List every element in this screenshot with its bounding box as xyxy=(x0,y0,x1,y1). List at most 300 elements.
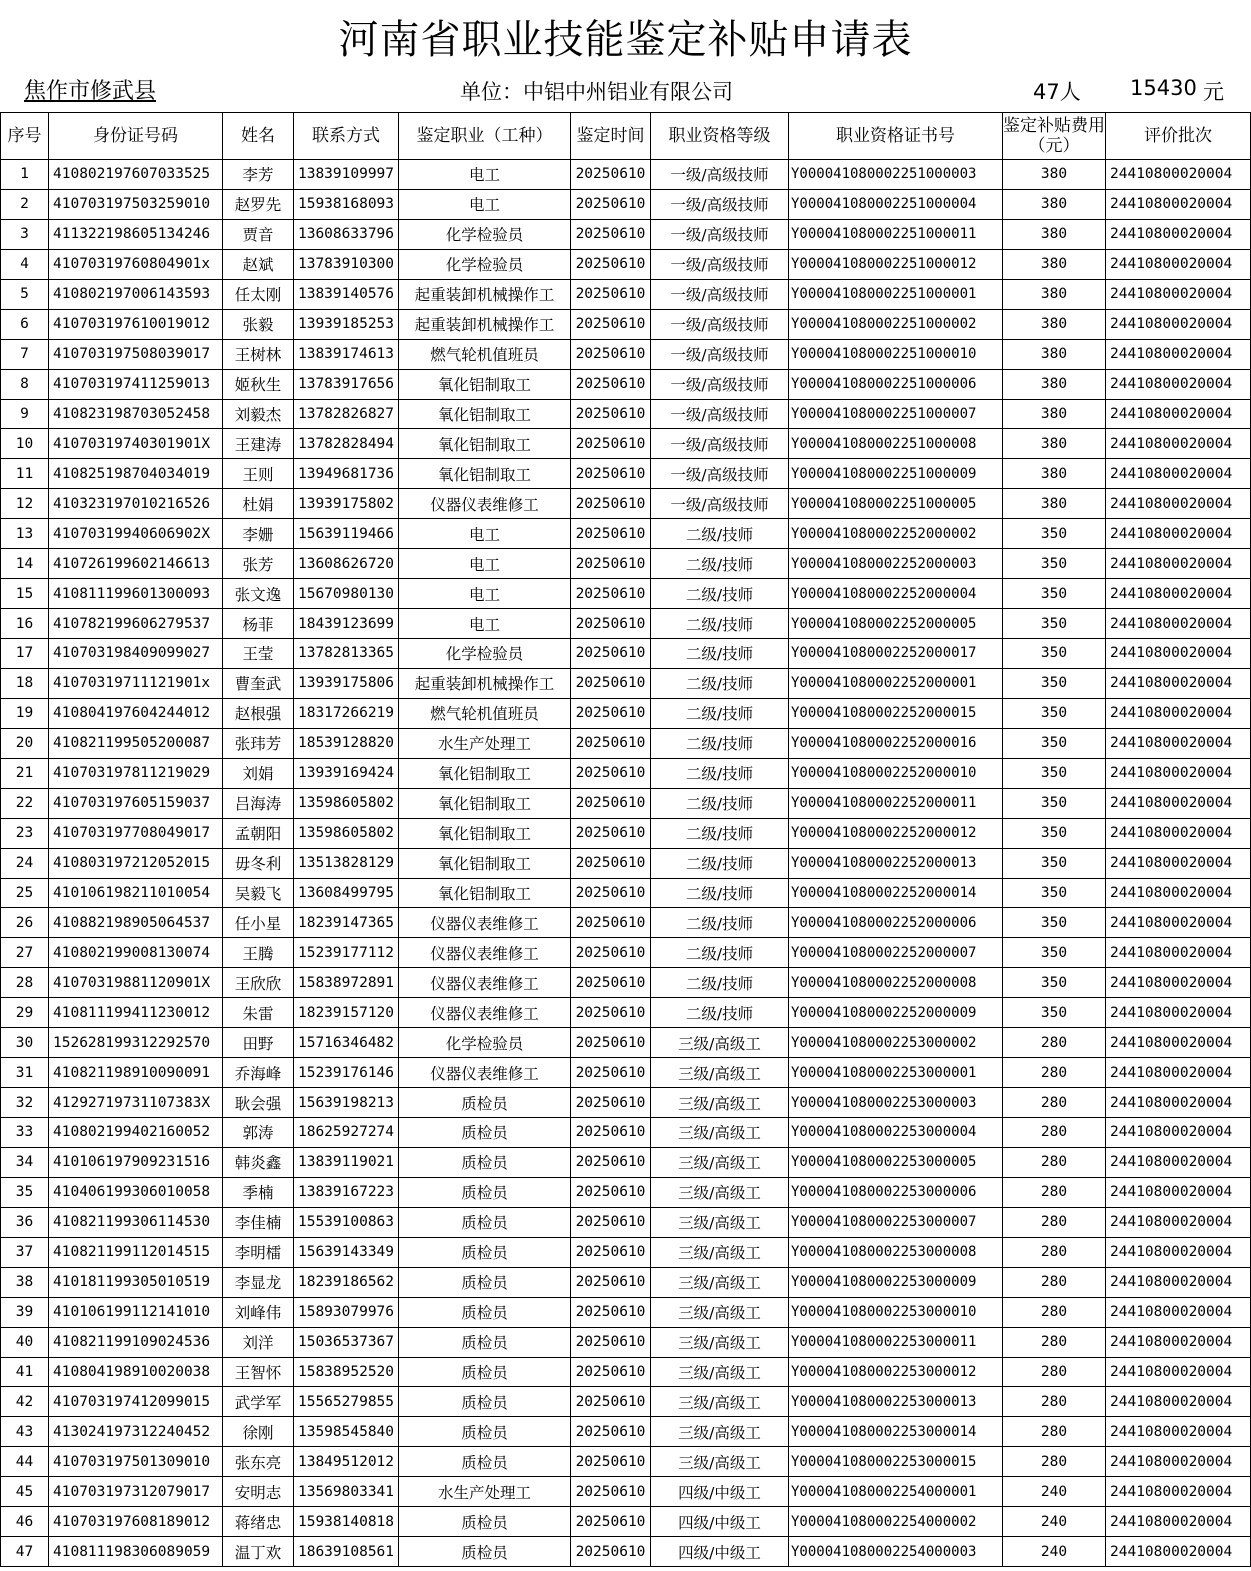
qualification-level: 二级/技师 xyxy=(651,968,789,998)
evaluation-batch: 24410800020004 xyxy=(1106,369,1251,399)
occupation: 化学检验员 xyxy=(399,219,571,249)
row-number: 19 xyxy=(1,698,49,728)
table-row xyxy=(1,938,1251,968)
qualification-level: 三级/高级工 xyxy=(651,1267,789,1297)
row-number: 37 xyxy=(1,1237,49,1267)
row-number: 38 xyxy=(1,1267,49,1297)
table-row xyxy=(1,1447,1251,1477)
subsidy-amount: 350 xyxy=(1003,908,1106,938)
evaluation-batch: 24410800020004 xyxy=(1106,1028,1251,1058)
evaluation-batch: 24410800020004 xyxy=(1106,1357,1251,1387)
person-name: 任太刚 xyxy=(223,279,294,309)
exam-date: 20250610 xyxy=(571,1147,651,1177)
phone: 13939175806 xyxy=(294,668,399,698)
phone: 13598605802 xyxy=(294,788,399,818)
row-number: 2 xyxy=(1,189,49,219)
subsidy-amount: 350 xyxy=(1003,998,1106,1028)
subsidy-amount: 380 xyxy=(1003,429,1106,459)
table-row xyxy=(1,519,1251,549)
certificate-number: Y000041080002253000015 xyxy=(789,1447,1003,1477)
occupation: 仪器仪表维修工 xyxy=(399,968,571,998)
evaluation-batch: 24410800020004 xyxy=(1106,399,1251,429)
total-unit: 元 xyxy=(1203,80,1224,104)
id-number: 410825198704034019 xyxy=(49,459,223,489)
certificate-number: Y000041080002252000002 xyxy=(789,519,1003,549)
table-row xyxy=(1,309,1251,339)
subsidy-amount: 350 xyxy=(1003,698,1106,728)
id-number: 410811198306089059 xyxy=(49,1537,223,1567)
col-header: 姓名 xyxy=(223,113,294,160)
exam-date: 20250610 xyxy=(571,1477,651,1507)
id-number: 410703197411259013 xyxy=(49,369,223,399)
row-number: 23 xyxy=(1,818,49,848)
occupation: 起重装卸机械操作工 xyxy=(399,668,571,698)
subsidy-amount: 380 xyxy=(1003,459,1106,489)
table-row xyxy=(1,908,1251,938)
row-number: 17 xyxy=(1,639,49,669)
table-row xyxy=(1,1537,1251,1567)
person-name: 吕海涛 xyxy=(223,788,294,818)
occupation: 水生产处理工 xyxy=(399,728,571,758)
row-number: 41 xyxy=(1,1357,49,1387)
table-row xyxy=(1,1297,1251,1327)
col-header: 身份证号码 xyxy=(49,113,223,160)
id-number: 410821198910090091 xyxy=(49,1058,223,1088)
evaluation-batch: 24410800020004 xyxy=(1106,609,1251,639)
evaluation-batch: 24410800020004 xyxy=(1106,519,1251,549)
certificate-number: Y000041080002254000002 xyxy=(789,1507,1003,1537)
phone: 18439123699 xyxy=(294,609,399,639)
certificate-number: Y000041080002252000016 xyxy=(789,728,1003,758)
phone: 13839167223 xyxy=(294,1177,399,1207)
certificate-number: Y000041080002251000010 xyxy=(789,339,1003,369)
occupation: 仪器仪表维修工 xyxy=(399,1058,571,1088)
phone: 13598605802 xyxy=(294,818,399,848)
exam-date: 20250610 xyxy=(571,668,651,698)
qualification-level: 一级/高级技师 xyxy=(651,489,789,519)
qualification-level: 一级/高级技师 xyxy=(651,399,789,429)
col-header: 职业资格证书号 xyxy=(789,113,1003,160)
evaluation-batch: 24410800020004 xyxy=(1106,968,1251,998)
table-row xyxy=(1,668,1251,698)
certificate-number: Y000041080002252000010 xyxy=(789,758,1003,788)
person-name: 李姗 xyxy=(223,519,294,549)
person-name: 孟朝阳 xyxy=(223,818,294,848)
row-number: 14 xyxy=(1,549,49,579)
qualification-level: 一级/高级技师 xyxy=(651,429,789,459)
qualification-level: 二级/技师 xyxy=(651,938,789,968)
evaluation-batch: 24410800020004 xyxy=(1106,698,1251,728)
qualification-level: 三级/高级工 xyxy=(651,1387,789,1417)
id-number: 410703197508039017 xyxy=(49,339,223,369)
exam-date: 20250610 xyxy=(571,788,651,818)
certificate-number: Y000041080002253000010 xyxy=(789,1297,1003,1327)
subsidy-amount: 380 xyxy=(1003,489,1106,519)
certificate-number: Y000041080002251000005 xyxy=(789,489,1003,519)
occupation: 质检员 xyxy=(399,1088,571,1118)
id-number: 410703197605159037 xyxy=(49,788,223,818)
evaluation-batch: 24410800020004 xyxy=(1106,1118,1251,1148)
person-name: 温丁欢 xyxy=(223,1537,294,1567)
table-row xyxy=(1,579,1251,609)
phone: 13513828129 xyxy=(294,848,399,878)
row-number: 28 xyxy=(1,968,49,998)
phone: 15639198213 xyxy=(294,1088,399,1118)
person-name: 李芳 xyxy=(223,160,294,190)
qualification-level: 二级/技师 xyxy=(651,609,789,639)
table-row xyxy=(1,1118,1251,1148)
person-name: 张东亮 xyxy=(223,1447,294,1477)
certificate-number: Y000041080002251000011 xyxy=(789,219,1003,249)
certificate-number: Y000041080002251000001 xyxy=(789,279,1003,309)
id-number: 410804198910020038 xyxy=(49,1357,223,1387)
exam-date: 20250610 xyxy=(571,249,651,279)
row-number: 26 xyxy=(1,908,49,938)
person-name: 吴毅飞 xyxy=(223,878,294,908)
table-row xyxy=(1,1417,1251,1447)
evaluation-batch: 24410800020004 xyxy=(1106,788,1251,818)
unit-label: 单位：中铝中州铝业有限公司 xyxy=(460,80,733,104)
evaluation-batch: 24410800020004 xyxy=(1106,1507,1251,1537)
subsidy-amount: 280 xyxy=(1003,1237,1106,1267)
occupation: 质检员 xyxy=(399,1327,571,1357)
qualification-level: 二级/技师 xyxy=(651,998,789,1028)
exam-date: 20250610 xyxy=(571,609,651,639)
phone: 13839109997 xyxy=(294,160,399,190)
person-name: 王莹 xyxy=(223,639,294,669)
evaluation-batch: 24410800020004 xyxy=(1106,758,1251,788)
col-header: 鉴定职业（工种） xyxy=(399,113,571,160)
phone: 18625927274 xyxy=(294,1118,399,1148)
id-number: 410703197811219029 xyxy=(49,758,223,788)
exam-date: 20250610 xyxy=(571,938,651,968)
row-number: 16 xyxy=(1,609,49,639)
evaluation-batch: 24410800020004 xyxy=(1106,1088,1251,1118)
occupation: 仪器仪表维修工 xyxy=(399,908,571,938)
row-number: 32 xyxy=(1,1088,49,1118)
person-name: 耿会强 xyxy=(223,1088,294,1118)
occupation: 氧化铝制取工 xyxy=(399,878,571,908)
id-number: 410811199411230012 xyxy=(49,998,223,1028)
table-row xyxy=(1,1267,1251,1297)
person-name: 武学军 xyxy=(223,1387,294,1417)
row-number: 3 xyxy=(1,219,49,249)
phone: 13608499795 xyxy=(294,878,399,908)
exam-date: 20250610 xyxy=(571,1237,651,1267)
row-number: 24 xyxy=(1,848,49,878)
qualification-level: 一级/高级技师 xyxy=(651,339,789,369)
row-number: 33 xyxy=(1,1118,49,1148)
subsidy-amount: 350 xyxy=(1003,668,1106,698)
certificate-number: Y000041080002254000003 xyxy=(789,1537,1003,1567)
exam-date: 20250610 xyxy=(571,339,651,369)
occupation: 仪器仪表维修工 xyxy=(399,938,571,968)
phone: 15565279855 xyxy=(294,1387,399,1417)
exam-date: 20250610 xyxy=(571,1028,651,1058)
evaluation-batch: 24410800020004 xyxy=(1106,728,1251,758)
certificate-number: Y000041080002252000013 xyxy=(789,848,1003,878)
certificate-number: Y000041080002253000007 xyxy=(789,1207,1003,1237)
phone: 15938140818 xyxy=(294,1507,399,1537)
phone: 13839119021 xyxy=(294,1147,399,1177)
person-name: 刘娟 xyxy=(223,758,294,788)
table-row xyxy=(1,489,1251,519)
certificate-number: Y000041080002252000001 xyxy=(789,668,1003,698)
subsidy-amount: 350 xyxy=(1003,579,1106,609)
certificate-number: Y000041080002251000012 xyxy=(789,249,1003,279)
phone: 18239186562 xyxy=(294,1267,399,1297)
phone: 18239157120 xyxy=(294,998,399,1028)
table-row xyxy=(1,1387,1251,1417)
row-number: 9 xyxy=(1,399,49,429)
exam-date: 20250610 xyxy=(571,1387,651,1417)
id-number: 410703197608189012 xyxy=(49,1507,223,1537)
id-number: 410703198409099027 xyxy=(49,639,223,669)
phone: 13839174613 xyxy=(294,339,399,369)
occupation: 质检员 xyxy=(399,1177,571,1207)
occupation: 质检员 xyxy=(399,1297,571,1327)
certificate-number: Y000041080002251000007 xyxy=(789,399,1003,429)
phone: 18639108561 xyxy=(294,1537,399,1567)
certificate-number: Y000041080002253000009 xyxy=(789,1267,1003,1297)
person-name: 赵根强 xyxy=(223,698,294,728)
occupation: 质检员 xyxy=(399,1118,571,1148)
row-number: 42 xyxy=(1,1387,49,1417)
qualification-level: 三级/高级工 xyxy=(651,1118,789,1148)
table-row xyxy=(1,1207,1251,1237)
id-number: 410804197604244012 xyxy=(49,698,223,728)
occupation: 化学检验员 xyxy=(399,249,571,279)
subsidy-amount: 280 xyxy=(1003,1147,1106,1177)
table-row xyxy=(1,219,1251,249)
qualification-level: 二级/技师 xyxy=(651,549,789,579)
row-number: 43 xyxy=(1,1417,49,1447)
person-name: 韩炎鑫 xyxy=(223,1147,294,1177)
row-number: 25 xyxy=(1,878,49,908)
table-row xyxy=(1,728,1251,758)
phone: 15838952520 xyxy=(294,1357,399,1387)
qualification-level: 二级/技师 xyxy=(651,908,789,938)
subsidy-amount: 380 xyxy=(1003,219,1106,249)
col-header: 鉴定补贴费用（元） xyxy=(1003,113,1106,160)
phone: 18239147365 xyxy=(294,908,399,938)
header-row xyxy=(1,113,1251,160)
qualification-level: 三级/高级工 xyxy=(651,1028,789,1058)
person-name: 张毅 xyxy=(223,309,294,339)
col-header: 序号 xyxy=(1,113,49,160)
table-row xyxy=(1,758,1251,788)
subsidy-amount: 350 xyxy=(1003,639,1106,669)
certificate-number: Y000041080002253000006 xyxy=(789,1177,1003,1207)
subsidy-amount: 380 xyxy=(1003,309,1106,339)
evaluation-batch: 24410800020004 xyxy=(1106,429,1251,459)
exam-date: 20250610 xyxy=(571,429,651,459)
exam-date: 20250610 xyxy=(571,519,651,549)
certificate-number: Y000041080002252000007 xyxy=(789,938,1003,968)
person-name: 刘峰伟 xyxy=(223,1297,294,1327)
table-row xyxy=(1,1357,1251,1387)
subsidy-amount: 280 xyxy=(1003,1088,1106,1118)
exam-date: 20250610 xyxy=(571,878,651,908)
qualification-level: 二级/技师 xyxy=(651,878,789,908)
row-number: 5 xyxy=(1,279,49,309)
certificate-number: Y000041080002251000008 xyxy=(789,429,1003,459)
row-number: 20 xyxy=(1,728,49,758)
person-name: 李佳楠 xyxy=(223,1207,294,1237)
phone: 13783910300 xyxy=(294,249,399,279)
exam-date: 20250610 xyxy=(571,728,651,758)
id-number: 410802197607033525 xyxy=(49,160,223,190)
exam-date: 20250610 xyxy=(571,848,651,878)
id-number: 410726199602146613 xyxy=(49,549,223,579)
table-row xyxy=(1,369,1251,399)
qualification-level: 一级/高级技师 xyxy=(651,189,789,219)
table-row xyxy=(1,399,1251,429)
person-name: 徐刚 xyxy=(223,1417,294,1447)
phone: 18539128820 xyxy=(294,728,399,758)
phone: 13608633796 xyxy=(294,219,399,249)
table-row xyxy=(1,1088,1251,1118)
subsidy-amount: 380 xyxy=(1003,369,1106,399)
subsidy-amount: 380 xyxy=(1003,339,1106,369)
row-number: 12 xyxy=(1,489,49,519)
certificate-number: Y000041080002252000011 xyxy=(789,788,1003,818)
person-name: 张文逸 xyxy=(223,579,294,609)
exam-date: 20250610 xyxy=(571,1177,651,1207)
subsidy-amount: 280 xyxy=(1003,1207,1106,1237)
phone: 15716346482 xyxy=(294,1028,399,1058)
subsidy-amount: 350 xyxy=(1003,609,1106,639)
exam-date: 20250610 xyxy=(571,219,651,249)
person-name: 张芳 xyxy=(223,549,294,579)
occupation: 水生产处理工 xyxy=(399,1477,571,1507)
phone: 15639143349 xyxy=(294,1237,399,1267)
occupation: 电工 xyxy=(399,609,571,639)
evaluation-batch: 24410800020004 xyxy=(1106,549,1251,579)
exam-date: 20250610 xyxy=(571,1207,651,1237)
evaluation-batch: 24410800020004 xyxy=(1106,279,1251,309)
certificate-number: Y000041080002252000009 xyxy=(789,998,1003,1028)
qualification-level: 三级/高级工 xyxy=(651,1147,789,1177)
qualification-level: 二级/技师 xyxy=(651,519,789,549)
qualification-level: 一级/高级技师 xyxy=(651,249,789,279)
phone: 13939175802 xyxy=(294,489,399,519)
occupation: 质检员 xyxy=(399,1417,571,1447)
phone: 13782813365 xyxy=(294,639,399,669)
occupation: 电工 xyxy=(399,549,571,579)
subsidy-amount: 280 xyxy=(1003,1297,1106,1327)
qualification-level: 三级/高级工 xyxy=(651,1177,789,1207)
phone: 13949681736 xyxy=(294,459,399,489)
certificate-number: Y000041080002251000002 xyxy=(789,309,1003,339)
exam-date: 20250610 xyxy=(571,968,651,998)
row-number: 18 xyxy=(1,668,49,698)
certificate-number: Y000041080002252000014 xyxy=(789,878,1003,908)
row-number: 34 xyxy=(1,1147,49,1177)
evaluation-batch: 24410800020004 xyxy=(1106,938,1251,968)
qualification-level: 一级/高级技师 xyxy=(651,279,789,309)
row-number: 40 xyxy=(1,1327,49,1357)
phone: 15670980130 xyxy=(294,579,399,609)
certificate-number: Y000041080002253000014 xyxy=(789,1417,1003,1447)
id-number: 410802199402160052 xyxy=(49,1118,223,1148)
certificate-number: Y000041080002251000004 xyxy=(789,189,1003,219)
id-number: 410703197312079017 xyxy=(49,1477,223,1507)
certificate-number: Y000041080002251000006 xyxy=(789,369,1003,399)
subsidy-amount: 380 xyxy=(1003,279,1106,309)
row-number: 13 xyxy=(1,519,49,549)
page-title: 河南省职业技能鉴定补贴申请表 xyxy=(338,17,913,63)
phone: 13782826827 xyxy=(294,399,399,429)
exam-date: 20250610 xyxy=(571,1357,651,1387)
subsidy-amount: 350 xyxy=(1003,818,1106,848)
evaluation-batch: 24410800020004 xyxy=(1106,249,1251,279)
person-name: 王则 xyxy=(223,459,294,489)
exam-date: 20250610 xyxy=(571,1267,651,1297)
subsidy-amount: 380 xyxy=(1003,160,1106,190)
occupation: 仪器仪表维修工 xyxy=(399,998,571,1028)
exam-date: 20250610 xyxy=(571,1537,651,1567)
id-number: 410703197610019012 xyxy=(49,309,223,339)
table-row xyxy=(1,968,1251,998)
subsidy-amount: 280 xyxy=(1003,1118,1106,1148)
occupation: 质检员 xyxy=(399,1237,571,1267)
qualification-level: 一级/高级技师 xyxy=(651,219,789,249)
qualification-level: 四级/中级工 xyxy=(651,1507,789,1537)
id-number: 152628199312292570 xyxy=(49,1028,223,1058)
subsidy-amount: 280 xyxy=(1003,1447,1106,1477)
subsidy-amount: 280 xyxy=(1003,1417,1106,1447)
row-number: 31 xyxy=(1,1058,49,1088)
subsidy-amount: 280 xyxy=(1003,1387,1106,1417)
occupation: 仪器仪表维修工 xyxy=(399,489,571,519)
subsidy-amount: 350 xyxy=(1003,758,1106,788)
qualification-level: 三级/高级工 xyxy=(651,1237,789,1267)
row-number: 6 xyxy=(1,309,49,339)
evaluation-batch: 24410800020004 xyxy=(1106,848,1251,878)
person-name: 张玮芳 xyxy=(223,728,294,758)
id-number: 41070319760804901x xyxy=(49,249,223,279)
exam-date: 20250610 xyxy=(571,369,651,399)
evaluation-batch: 24410800020004 xyxy=(1106,878,1251,908)
occupation: 起重装卸机械操作工 xyxy=(399,309,571,339)
evaluation-batch: 24410800020004 xyxy=(1106,189,1251,219)
certificate-number: Y000041080002252000017 xyxy=(789,639,1003,669)
exam-date: 20250610 xyxy=(571,1058,651,1088)
subsidy-amount: 350 xyxy=(1003,549,1106,579)
person-name: 王腾 xyxy=(223,938,294,968)
occupation: 氧化铝制取工 xyxy=(399,399,571,429)
table-row xyxy=(1,818,1251,848)
person-name: 刘洋 xyxy=(223,1327,294,1357)
person-name: 任小星 xyxy=(223,908,294,938)
occupation: 起重装卸机械操作工 xyxy=(399,279,571,309)
id-number: 410406199306010058 xyxy=(49,1177,223,1207)
certificate-number: Y000041080002254000001 xyxy=(789,1477,1003,1507)
phone: 13849512012 xyxy=(294,1447,399,1477)
person-name: 曹奎武 xyxy=(223,668,294,698)
subsidy-amount: 280 xyxy=(1003,1058,1106,1088)
table-row xyxy=(1,998,1251,1028)
table-row xyxy=(1,1058,1251,1088)
col-header: 评价批次 xyxy=(1106,113,1251,160)
phone: 13598545840 xyxy=(294,1417,399,1447)
id-number: 410703197501309010 xyxy=(49,1447,223,1477)
exam-date: 20250610 xyxy=(571,908,651,938)
occupation: 质检员 xyxy=(399,1357,571,1387)
table-row xyxy=(1,160,1251,190)
exam-date: 20250610 xyxy=(571,998,651,1028)
